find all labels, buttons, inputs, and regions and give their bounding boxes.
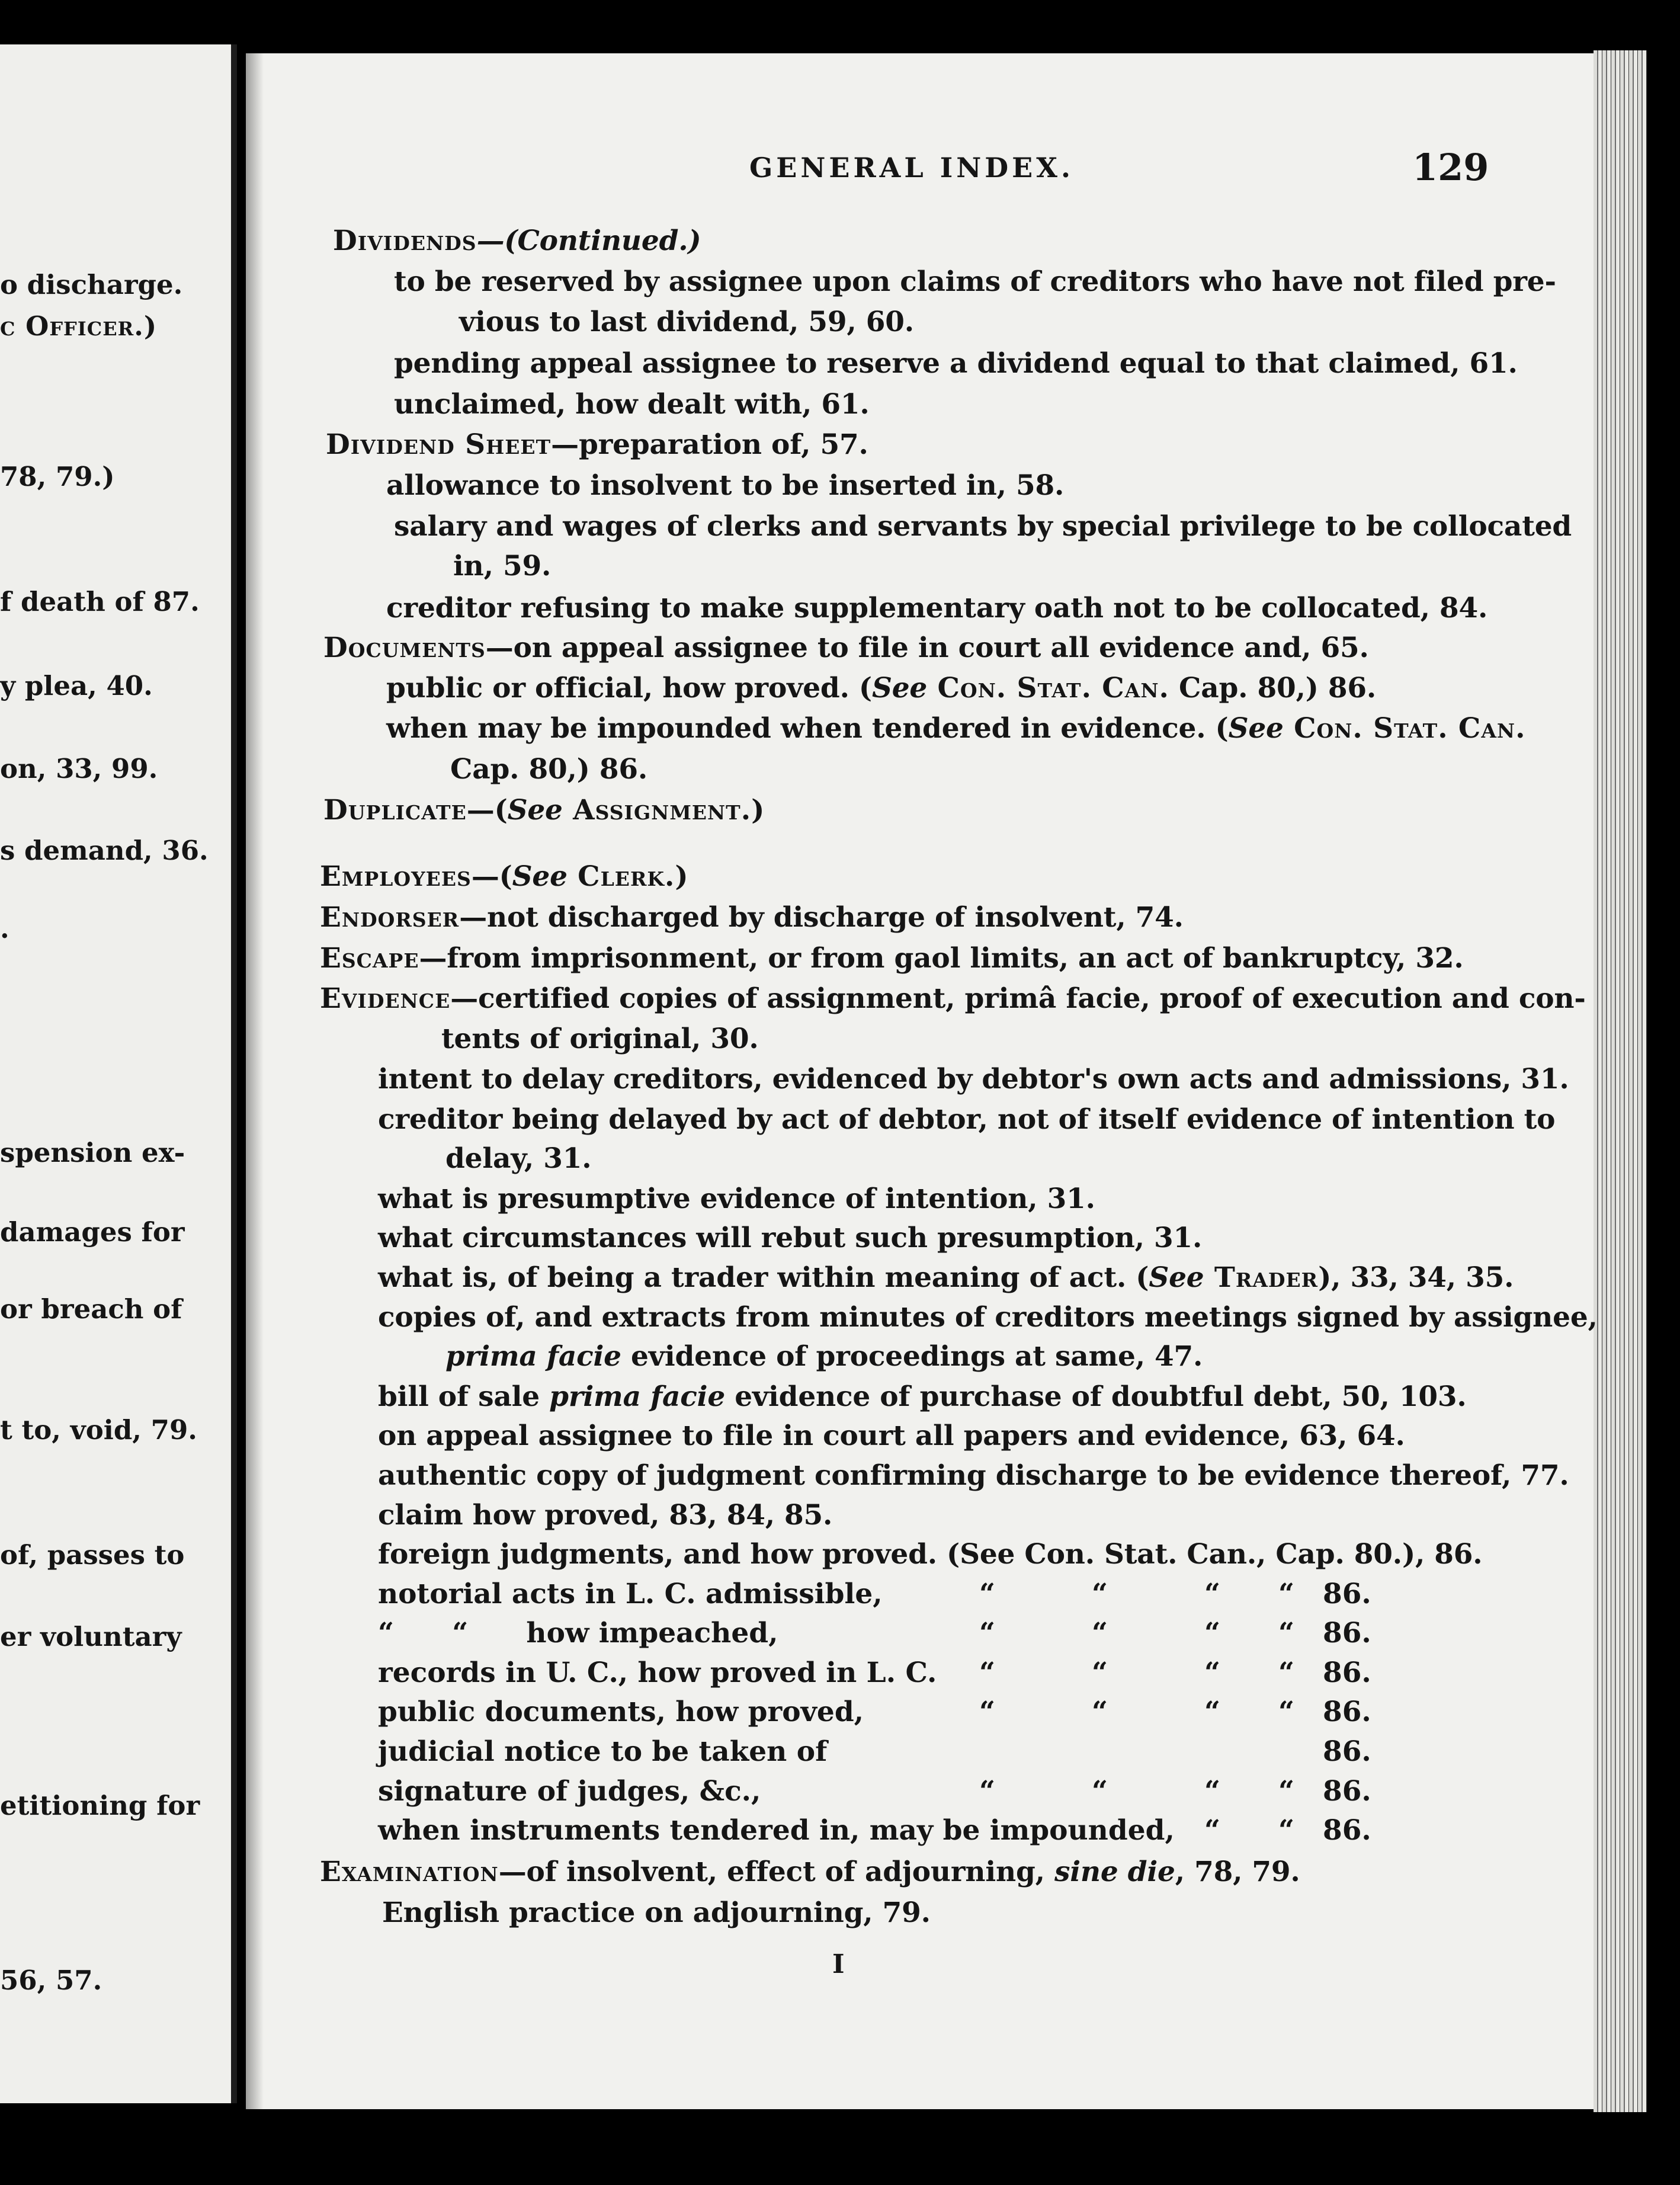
ditto-row-text: public documents, how proved, <box>378 1696 864 1728</box>
ditto-mark: “ <box>979 1775 996 1808</box>
latin-phrase: sine die <box>1054 1856 1175 1888</box>
index-entry-continuation: tents of original, 30. <box>441 1023 759 1055</box>
subentry-text: evidence of proceedings at same, 47. <box>621 1340 1203 1373</box>
entry-text: ) <box>751 794 765 826</box>
left-text-fragment: . <box>0 913 9 944</box>
cross-reference: Con. Stat. Can. <box>927 672 1169 704</box>
ditto-mark: “ <box>979 1617 996 1649</box>
latin-phrase: prima facie <box>549 1380 726 1413</box>
index-subentry: what circumstances will rebut such presumption, 31. <box>378 1222 1203 1254</box>
ditto-mark: “ <box>1278 1814 1295 1847</box>
entry-heading: Dividend Sheet <box>326 428 552 461</box>
ditto-mark: “ <box>1092 1775 1108 1808</box>
latin-phrase: prima facie <box>445 1340 621 1373</box>
left-text-fragment: c Officer.) <box>0 310 158 342</box>
index-subentry: claim how proved, 83, 84, 85. <box>378 1499 833 1532</box>
subentry-text: public or official, how proved. ( <box>386 672 872 704</box>
entry-text: —certified copies of assignment, primâ facie, proof of execution and con- <box>450 982 1586 1015</box>
see-reference: See <box>507 794 563 826</box>
ditto-row-page: 86. <box>1323 1696 1371 1728</box>
ditto-mark: “ <box>1278 1657 1295 1689</box>
index-entry-duplicate <box>323 796 764 824</box>
ditto-mark: “ <box>1092 1696 1108 1728</box>
entry-text: —from imprisonment, or from gaol limits, an act of bankruptcy, 32. <box>419 942 1464 975</box>
left-text-fragment: etitioning for <box>0 1790 200 1821</box>
index-subentry-continuation: in, 59. <box>453 550 552 582</box>
cross-reference: Con. Stat. Can. <box>1283 712 1526 745</box>
left-text-fragment: on, 33, 99. <box>0 753 158 784</box>
ditto-row-page: 86. <box>1323 1814 1371 1847</box>
ditto-mark: “ <box>1204 1657 1221 1689</box>
ditto-row <box>378 1619 1415 1649</box>
ditto-row-page: 86. <box>1323 1617 1371 1649</box>
entry-text: ) <box>675 860 688 893</box>
subentry-text: evidence of purchase of doubtful debt, 50, 103. <box>725 1380 1467 1413</box>
ditto-row <box>378 1580 1415 1610</box>
ditto-row <box>378 1816 1415 1846</box>
gutter-shadow <box>246 53 264 2109</box>
left-text-fragment: spension ex- <box>0 1137 185 1168</box>
index-subentry: what is presumptive evidence of intention, 31. <box>378 1183 1095 1215</box>
ditto-row-text: when instruments tendered in, may be impounded, <box>378 1814 1175 1847</box>
index-subentry: to be reserved by assignee upon claims of creditors who have not filed pre- <box>394 265 1556 298</box>
ditto-mark: “ <box>1092 1578 1108 1610</box>
ditto-row <box>378 1735 1415 1768</box>
index-subentry-continuation: vious to last dividend, 59, 60. <box>459 306 914 338</box>
index-entry-escape <box>320 942 1464 975</box>
running-head: GENERAL INDEX. <box>749 152 1074 184</box>
ditto-row-page: 86. <box>1323 1775 1371 1808</box>
subentry-text: Cap. 80,) 86. <box>1169 672 1377 704</box>
left-text-fragment: 56, 57. <box>0 1965 102 1996</box>
index-subentry-continuation <box>445 1340 1203 1373</box>
entry-heading: Employees <box>320 860 472 893</box>
index-subentry: English practice on adjourning, 79. <box>382 1896 931 1929</box>
ditto-mark: “ <box>1204 1696 1221 1728</box>
index-subentry: creditor refusing to make supplementary oath not to be collocated, 84. <box>386 592 1488 624</box>
left-text-fragment: of, passes to <box>0 1539 185 1571</box>
index-subentry: allowance to insolvent to be inserted in, 58. <box>386 469 1065 502</box>
ditto-mark: “ <box>1204 1814 1221 1847</box>
ditto-row-text: “ “ how impeached, <box>378 1617 778 1649</box>
index-entry-dividend-sheet <box>326 428 868 461</box>
ditto-mark: “ <box>1278 1696 1295 1728</box>
subentry-text: what is, of being a trader within meaning of act. ( <box>378 1261 1149 1294</box>
ditto-mark: “ <box>979 1578 996 1610</box>
entry-heading: Endorser <box>320 901 460 934</box>
left-text-fragment: er voluntary <box>0 1621 182 1652</box>
left-text-fragment: o discharge. <box>0 269 183 300</box>
left-page-edge <box>231 44 237 2103</box>
see-reference: See <box>512 860 568 893</box>
ditto-row-page: 86. <box>1323 1578 1371 1610</box>
see-reference: See <box>871 672 928 704</box>
ditto-mark: “ <box>1092 1617 1108 1649</box>
index-entry-endorser <box>320 901 1184 934</box>
entry-heading: Escape <box>320 942 419 975</box>
index-subentry: pending appeal assignee to reserve a dividend equal to that claimed, 61. <box>394 347 1518 380</box>
index-entry-employees <box>320 860 688 893</box>
signature-mark: I <box>832 1949 845 1979</box>
index-subentry <box>378 1380 1467 1413</box>
ditto-mark: “ <box>1092 1657 1108 1689</box>
entry-text: —of insolvent, effect of adjourning, <box>498 1856 1054 1888</box>
subentry-text: when may be impounded when tendered in evidence. ( <box>386 712 1229 745</box>
index-subentry: copies of, and extracts from minutes of creditors meetings signed by assignee, <box>378 1301 1598 1334</box>
index-subentry: foreign judgments, and how proved. (See Con. Stat. Can., Cap. 80.), 86. <box>378 1538 1483 1571</box>
index-subentry: unclaimed, how dealt with, 61. <box>394 388 870 421</box>
left-text-fragment: t to, void, 79. <box>0 1414 197 1446</box>
cross-reference: Trader <box>1204 1261 1319 1294</box>
left-text-fragment: damages for <box>0 1216 185 1248</box>
ditto-row-text: signature of judges, &c., <box>378 1775 761 1808</box>
ditto-row-text: judicial notice to be taken of <box>378 1735 828 1768</box>
cross-reference: Clerk. <box>567 860 675 893</box>
ditto-row-text: notorial acts in L. C. admissible, <box>378 1578 883 1610</box>
ditto-mark: “ <box>1278 1617 1295 1649</box>
entry-text: , 78, 79. <box>1175 1856 1300 1888</box>
index-subentry <box>378 1261 1514 1294</box>
entry-text: —on appeal assignee to file in court all evidence and, 65. <box>485 632 1369 664</box>
left-page-fragment <box>0 44 237 2103</box>
subentry-text: bill of sale <box>378 1380 550 1413</box>
page-number: 129 <box>1412 146 1489 189</box>
ditto-row <box>378 1659 1415 1689</box>
ditto-row <box>378 1698 1415 1728</box>
index-subentry: salary and wages of clerks and servants by special privilege to be collocated <box>394 510 1572 543</box>
entry-heading: Examination <box>320 1856 499 1888</box>
index-entry-evidence <box>320 982 1586 1015</box>
entry-heading: Dividends <box>333 225 477 257</box>
entry-text: —preparation of, 57. <box>551 428 868 461</box>
ditto-row <box>378 1777 1415 1807</box>
index-subentry <box>386 674 1376 702</box>
entry-heading: Documents <box>323 632 486 664</box>
index-subentry-continuation: Cap. 80,) 86. <box>450 753 647 786</box>
subentry-text: ), 33, 34, 35. <box>1318 1261 1514 1294</box>
ditto-mark: “ <box>1204 1617 1221 1649</box>
ditto-mark: “ <box>979 1657 996 1689</box>
index-entry-documents <box>323 634 1369 662</box>
entry-text: —( <box>471 860 512 893</box>
left-text-fragment: f death of 87. <box>0 586 200 617</box>
entry-text: —( <box>466 794 508 826</box>
left-text-fragment: y plea, 40. <box>0 670 153 701</box>
entry-heading: Evidence <box>320 982 451 1015</box>
see-reference: See <box>1149 1261 1204 1294</box>
left-text-fragment: or breach of <box>0 1293 182 1325</box>
index-entry-dividends-continued <box>333 227 701 255</box>
index-subentry: intent to delay creditors, evidenced by debtor's own acts and admissions, 31. <box>378 1063 1569 1095</box>
ditto-row-page: 86. <box>1323 1735 1371 1768</box>
continued-label: —(Continued.) <box>476 225 701 257</box>
ditto-row-text: records in U. C., how proved in L. C. <box>378 1657 937 1689</box>
cross-reference: Assignment. <box>562 794 752 826</box>
page-edges <box>1594 50 1647 2112</box>
ditto-mark: “ <box>1204 1775 1221 1808</box>
ditto-mark: “ <box>1204 1578 1221 1610</box>
index-entry-examination <box>320 1858 1300 1886</box>
ditto-row-page: 86. <box>1323 1657 1371 1689</box>
left-text-fragment: 78, 79.) <box>0 461 115 492</box>
ditto-mark: “ <box>979 1696 996 1728</box>
index-subentry: on appeal assignee to file in court all papers and evidence, 63, 64. <box>378 1420 1405 1452</box>
entry-text: —not discharged by discharge of insolvent, 74. <box>459 901 1184 934</box>
index-subentry-continuation: delay, 31. <box>445 1142 592 1175</box>
see-reference: See <box>1228 712 1284 745</box>
entry-heading: Duplicate <box>323 794 467 826</box>
ditto-mark: “ <box>1278 1578 1295 1610</box>
index-subentry <box>386 712 1526 745</box>
ditto-mark: “ <box>1278 1775 1295 1808</box>
index-subentry: creditor being delayed by act of debtor, not of itself evidence of intention to <box>378 1103 1556 1136</box>
left-text-fragment: s demand, 36. <box>0 835 209 866</box>
index-subentry: authentic copy of judgment confirming discharge to be evidence thereof, 77. <box>378 1459 1569 1492</box>
